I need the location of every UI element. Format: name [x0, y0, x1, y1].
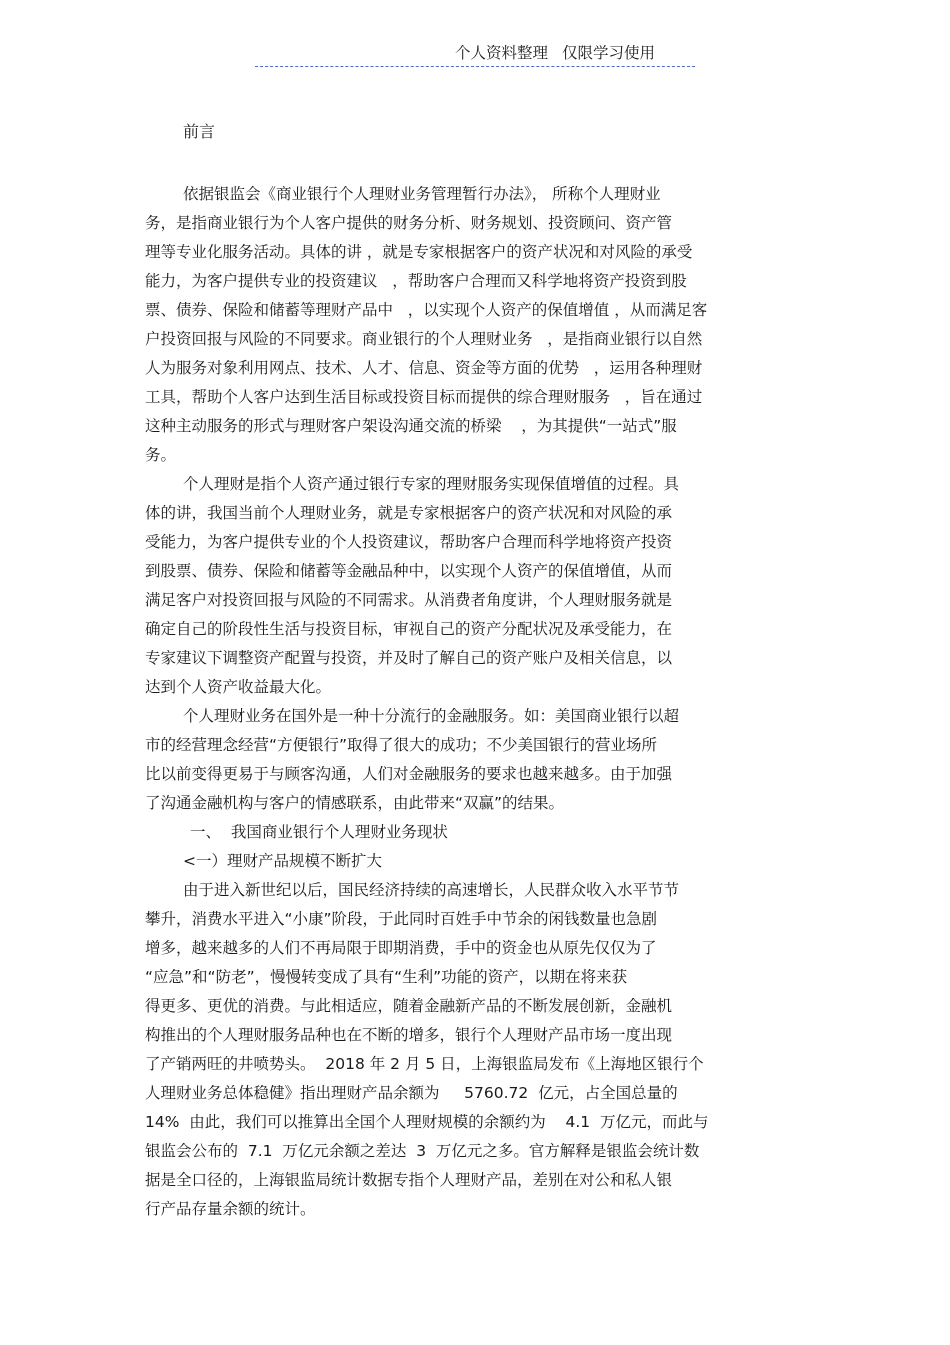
- paragraph-line: 到股票、债券、保险和储蓄等金融品种中，以实现个人资产的保值增值，从而: [145, 562, 673, 580]
- paragraph-line: 人为服务对象利用网点、技术、人才、信息、资金等方面的优势 ，运用各种理财: [145, 359, 703, 377]
- paragraph-line: 得更多、更优的消费。与此相适应，随着金融新产品的不断发展创新，金融机: [145, 997, 673, 1015]
- paragraph-line: 构推出的个人理财服务品种也在不断的增多，银行个人理财产品市场一度出现: [145, 1026, 673, 1044]
- paragraph-line: 个人理财业务在国外是一种十分流行的金融服务。如：美国商业银行以超: [183, 707, 680, 725]
- paragraph-line: 人理财业务总体稳健》指出理财产品余额为 5760.72 亿元，占全国总量的: [145, 1084, 678, 1102]
- paragraph-line: 行产品存量余额的统计。: [145, 1200, 316, 1218]
- paragraph-line: 了沟通金融机构与客户的情感联系，由此带来“双赢”的结果。: [145, 794, 565, 812]
- paragraph-line: 据是全口径的，上海银监局统计数据专指个人理财产品，差别在对公和私人银: [145, 1171, 673, 1189]
- paragraph-line: 务，是指商业银行为个人客户提供的财务分析、财务规划、投资顾问、资产管: [145, 214, 673, 232]
- paragraph-line: 市的经营理念经营“方便银行”取得了很大的成功；不少美国银行的营业场所: [145, 736, 658, 754]
- section-1-paragraph: [145, 876, 805, 1224]
- paragraph-line: 攀升，消费水平进入“小康”阶段，于此同时百姓手中节余的闲钱数量也急剧: [145, 910, 658, 928]
- paragraph-line: 由于进入新世纪以后，国民经济持续的高速增长，人民群众收入水平节节: [183, 881, 680, 899]
- paragraph-1: [145, 180, 805, 470]
- paragraph-line: 了产销两旺的井喷势头。 2018 年 2 月 5 日，上海银监局发布《上海地区银行个: [145, 1055, 704, 1073]
- paragraph-line: 体的讲，我国当前个人理财业务，就是专家根据客户的资产状况和对风险的承: [145, 504, 673, 522]
- document-heading: 前言: [183, 122, 216, 141]
- paragraph-line: 务。: [145, 446, 177, 464]
- paragraph-line: 达到个人资产收益最大化。: [145, 678, 332, 696]
- paragraph-line: 这种主动服务的形式与理财客户架设沟通交流的桥梁 ，为其提供“一站式”服: [145, 417, 677, 435]
- paragraph-line: 依据银监会《商业银行个人理财业务管理暂行办法》， 所称个人理财业: [183, 185, 661, 203]
- paragraph-line: 票、债券、保险和储蓄等理财产品中 ，以实现个人资产的保值增值 ，从而满足客: [145, 301, 708, 319]
- paragraph-line: 个人理财是指个人资产通过银行专家的理财服务实现保值增值的过程。具: [183, 475, 680, 493]
- paragraph-line: 户投资回报与风险的不同要求。商业银行的个人理财业务 ，是指商业银行以自然: [145, 330, 703, 348]
- paragraph-line: 14% 由此，我们可以推算出全国个人理财规模的余额约为 4.1 万亿元，而此与: [145, 1113, 709, 1131]
- document-body: [145, 118, 805, 1224]
- paragraph-line: 银监会公布的 7.1 万亿元余额之差达 3 万亿元之多。官方解释是银监会统计数: [145, 1142, 700, 1160]
- paragraph-line: 工具，帮助个人客户达到生活目标或投资目标而提供的综合理财服务 ，旨在通过: [145, 388, 703, 406]
- paragraph-2: [145, 470, 805, 702]
- section-1-subtitle: <一）理财产品规模不断扩大: [183, 852, 382, 870]
- header-text: [455, 42, 655, 64]
- header-right-text: 仅限学习使用: [562, 44, 656, 62]
- paragraph-line: 确定自己的阶段性生活与投资目标，审视自己的资产分配状况及承受能力，在: [145, 620, 673, 638]
- page-header: [255, 42, 695, 67]
- paragraph-line: 满足客户对投资回报与风险的不同需求。从消费者角度讲，个人理财服务就是: [145, 591, 673, 609]
- paragraph-line: 增多，越来越多的人们不再局限于即期消费，手中的资金也从原先仅仅为了: [145, 939, 657, 957]
- paragraph-line: 专家建议下调整资产配置与投资，并及时了解自己的资产账户及相关信息，以: [145, 649, 673, 667]
- paragraph-line: 能力，为客户提供专业的投资建议 ，帮助客户合理而又科学地将资产投资到股: [145, 272, 687, 290]
- section-1-title: 一、 我国商业银行个人理财业务现状: [190, 823, 448, 841]
- paragraph-line: 理等专业化服务活动。具体的讲 ，就是专家根据客户的资产状况和对风险的承受: [145, 243, 693, 261]
- header-left-text: 个人资料整理: [455, 44, 549, 62]
- paragraph-line: “应急”和“防老”，慢慢转变成了具有“生利”功能的资产，以期在将来获: [145, 968, 628, 986]
- paragraph-line: 比以前变得更易于与顾客沟通，人们对金融服务的要求也越来越多。由于加强: [145, 765, 673, 783]
- paragraph-line: 受能力，为客户提供专业的个人投资建议，帮助客户合理而科学地将资产投资: [145, 533, 673, 551]
- paragraph-3: [145, 702, 805, 818]
